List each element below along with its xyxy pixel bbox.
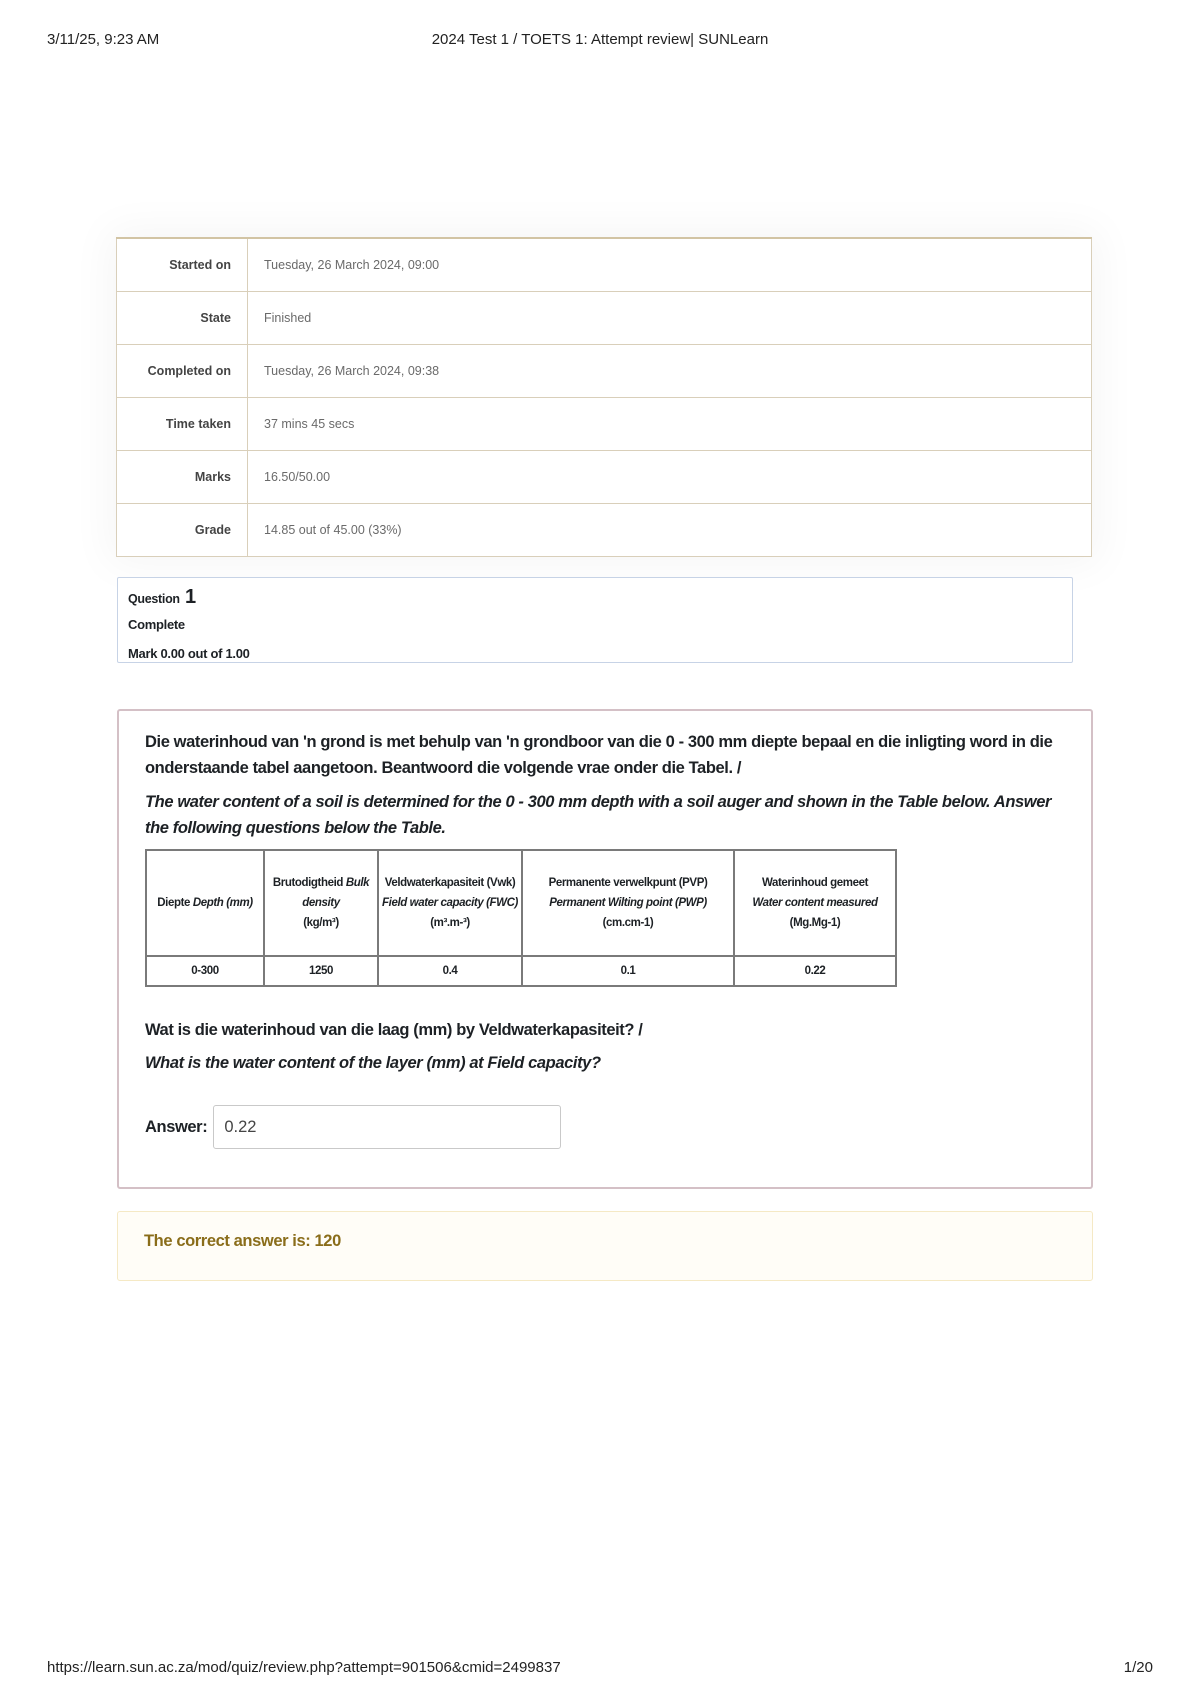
summary-row-completed [117,345,1092,398]
summary-value: 16.50/50.00 [248,451,1092,504]
table-cell: 0.4 [378,956,522,986]
print-page-number: 1/20 [1123,1659,1153,1676]
header-field-capacity: Veldwaterkapasiteit (Vwk) Field water capacity (FWC) (m³.m-³) [378,850,522,956]
print-url: https://learn.sun.ac.za/mod/quiz/review.php?attempt=901506&cmid=2499837 [47,1659,561,1676]
header-depth: Diepte Depth (mm) [146,850,264,956]
answer-label: Answer: [145,1117,208,1136]
table-row [146,956,896,986]
soil-data-table [145,849,897,987]
question-number [128,586,1062,609]
summary-label: State [117,292,248,345]
question-text-afrikaans: Die waterinhoud van 'n grond is met behulp van 'n grondboor van die 0 - 300 mm diepte bepaal en die inligting word in die onderstaande tabel aangetoon. Beantwoord die volgende vrae onder die Tabel. / [145,733,1053,777]
answer-row [145,1105,1065,1149]
header-wilting-point: Permanente verwelkpunt (PVP) Permanent Wilting point (PWP) (cm.cm-1) [522,850,734,956]
print-page-title: 2024 Test 1 / TOETS 1: Attempt review| SUNLearn [431,31,769,48]
table-cell: 0.22 [734,956,896,986]
attempt-summary-table [116,237,1092,557]
sub-question-afrikaans: Wat is die waterinhoud van die laag (mm) by Veldwaterkapasiteit? / [145,1021,643,1039]
question-text-english: The water content of a soil is determined for the 0 - 300 mm depth with a soil auger and shown in the Table below. Answer the following questions below the Table. [145,793,1052,837]
header-water-content: Waterinhoud gemeet Water content measured (Mg.Mg-1) [734,850,896,956]
table-cell: 0.1 [522,956,734,986]
summary-row-marks [117,451,1092,504]
summary-value: 37 mins 45 secs [248,398,1092,451]
header-bulk-density: Brutodigtheid Bulk density (kg/m³) [264,850,378,956]
summary-label: Marks [117,451,248,504]
summary-row-state [117,292,1092,345]
sub-question-english: What is the water content of the layer (mm) at Field capacity? [145,1054,601,1072]
print-datetime: 3/11/25, 9:23 AM [47,31,160,48]
question-state: Complete [128,617,185,632]
question-mark: Mark 0.00 out of 1.00 [128,646,250,661]
question-number-value: 1 [184,586,196,608]
table-cell: 0-300 [146,956,264,986]
summary-label: Time taken [117,398,248,451]
summary-row-started [117,238,1092,292]
summary-label: Started on [117,238,248,292]
summary-value: 14.85 out of 45.00 (33%) [248,504,1092,557]
summary-value: Tuesday, 26 March 2024, 09:38 [248,345,1092,398]
summary-row-grade [117,504,1092,557]
summary-value: Finished [248,292,1092,345]
question-info [117,577,1073,663]
answer-input[interactable] [213,1105,561,1149]
attempt-summary [116,237,1092,557]
summary-value: Tuesday, 26 March 2024, 09:00 [248,238,1092,292]
summary-row-time-taken [117,398,1092,451]
question-label: Question [128,592,180,606]
table-header-row [146,850,896,956]
summary-label: Completed on [117,345,248,398]
table-cell: 1250 [264,956,378,986]
correct-answer-feedback [117,1211,1093,1281]
summary-label: Grade [117,504,248,557]
question-content [117,709,1093,1189]
correct-answer-text: The correct answer is: 120 [144,1232,341,1250]
